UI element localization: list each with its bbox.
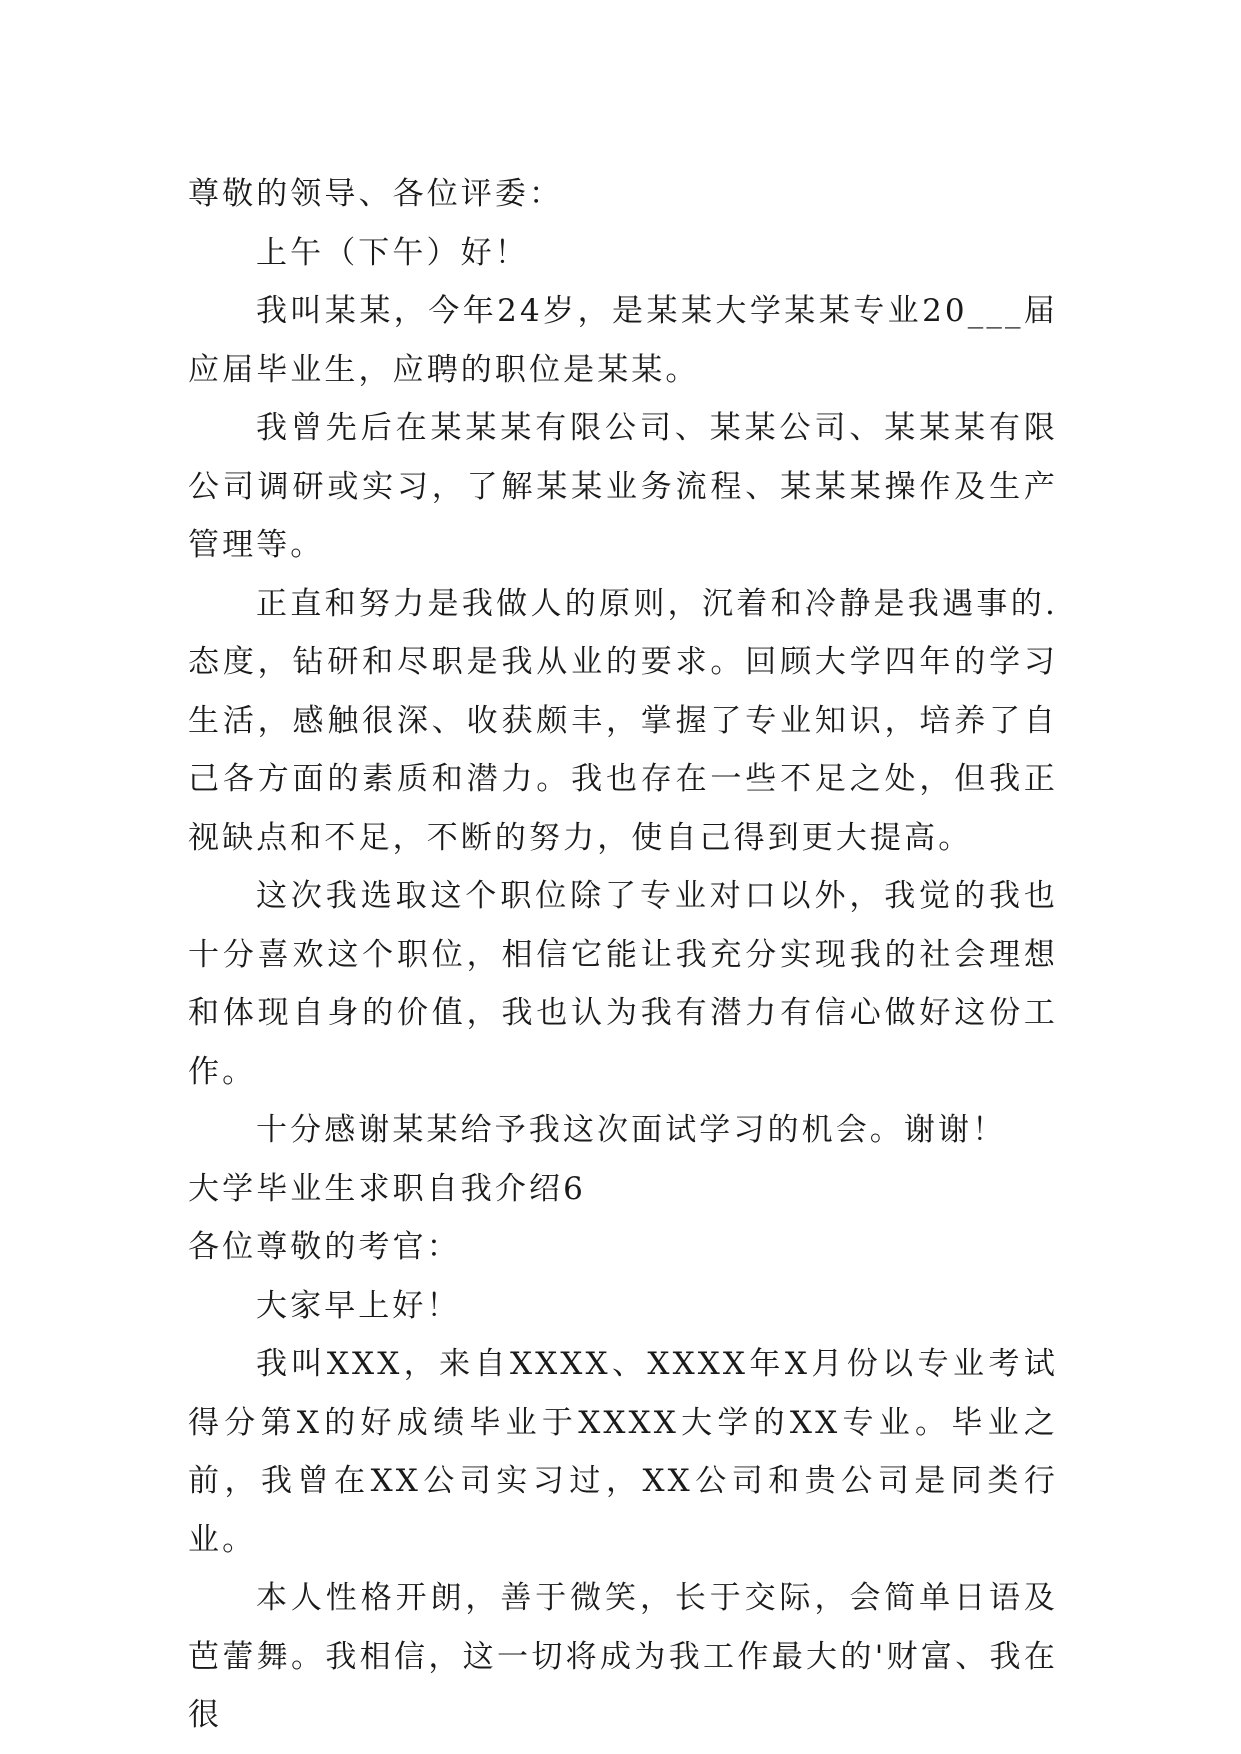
paragraph: 我叫某某，今年24岁，是某某大学某某专业20___届应届毕业生，应聘的职位是某某。 [188, 293, 1058, 388]
paragraph: 正直和努力是我做人的原则，沉着和冷静是我遇事的.态度，钻研和尽职是我从业的要求。回顾大学四年的学习生活，感触很深、收获颇丰，掌握了专业知识，培养了自己各方面的素质和潜力。我也存在一些不足之处，但我正视缺点和不足，不断的努力，使自己得到更大提高。 [188, 585, 1058, 856]
salutation: 各位尊敬的考官： [188, 1229, 461, 1265]
greeting: 上午（下午）好！ [256, 234, 529, 271]
document-body [188, 165, 1058, 1745]
closing-thanks: 十分感谢某某给予我这次面试学习的机会。谢谢！ [256, 1112, 1007, 1148]
paragraph: 我叫XXX，来自XXXX、XXXX年X月份以专业考试得分第X的好成绩毕业于XXXX大学的XX专业。毕业之前，我曾在XX公司实习过，XX公司和贵公司是同类行业。 [188, 1346, 1058, 1558]
paragraph: 我曾先后在某某某有限公司、某某公司、某某某有限公司调研或实习，了解某某业务流程、某某某操作及生产管理等。 [188, 410, 1058, 563]
greeting: 大家早上好！ [256, 1287, 461, 1324]
paragraph: 本人性格开朗，善于微笑，长于交际，会简单日语及芭蕾舞。我相信，这一切将成为我工作最大的'财富、我在很 [188, 1580, 1058, 1733]
paragraph: 这次我选取这个职位除了专业对口以外，我觉的我也十分喜欢这个职位，相信它能让我充分实现我的社会理想和体现自身的价值，我也认为我有潜力有信心做好这份工作。 [188, 878, 1058, 1090]
section-heading: 大学毕业生求职自我介绍6 [188, 1170, 586, 1207]
salutation: 尊敬的领导、各位评委： [188, 176, 564, 212]
